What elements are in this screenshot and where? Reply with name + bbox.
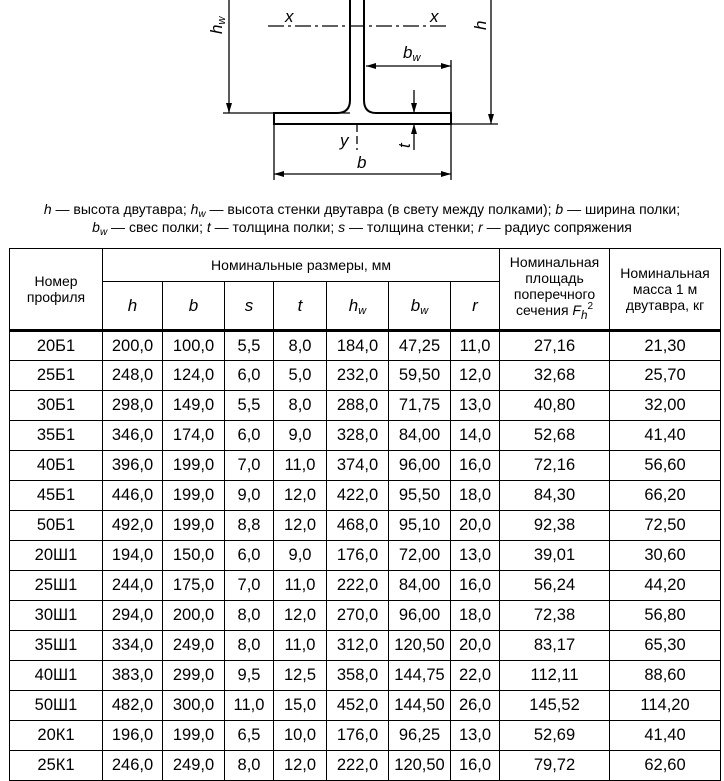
value-cell: 66,20: [610, 481, 721, 511]
col-b: b: [163, 282, 225, 331]
value-cell: 222,0: [327, 751, 389, 781]
value-cell: 150,0: [163, 541, 225, 571]
value-cell: 300,0: [163, 691, 225, 721]
table-row: [10, 511, 721, 541]
col-hw: $h_w$: [327, 282, 389, 331]
value-cell: 312,0: [327, 631, 389, 661]
value-cell: 112,11: [500, 661, 610, 691]
table-row: [10, 631, 721, 661]
value-cell: 56,60: [610, 451, 721, 481]
value-cell: 482,0: [103, 691, 163, 721]
table-row: [10, 481, 721, 511]
value-cell: 7,0: [225, 571, 274, 601]
profile-spec-table: [9, 248, 721, 781]
value-cell: 248,0: [103, 361, 163, 391]
value-cell: 346,0: [103, 421, 163, 451]
value-cell: 196,0: [103, 721, 163, 751]
value-cell: 175,0: [163, 571, 225, 601]
table-row: [10, 601, 721, 631]
value-cell: 52,68: [500, 421, 610, 451]
value-cell: 32,00: [610, 391, 721, 421]
col-h: h: [103, 282, 163, 331]
value-cell: 270,0: [327, 601, 389, 631]
value-cell: 6,0: [225, 361, 274, 391]
col-s: s: [225, 282, 274, 331]
value-cell: 88,60: [610, 661, 721, 691]
value-cell: 59,50: [389, 361, 451, 391]
value-cell: 84,30: [500, 481, 610, 511]
value-cell: 396,0: [103, 451, 163, 481]
value-cell: 120,50: [389, 631, 451, 661]
value-cell: 40,80: [500, 391, 610, 421]
value-cell: 200,0: [103, 331, 163, 361]
value-cell: 9,0: [274, 421, 327, 451]
value-cell: 12,5: [274, 661, 327, 691]
profile-number-cell: 50Б1: [10, 511, 103, 541]
profile-number-cell: 40Б1: [10, 451, 103, 481]
value-cell: 124,0: [163, 361, 225, 391]
value-cell: 422,0: [327, 481, 389, 511]
profile-number-cell: 30Ш1: [10, 601, 103, 631]
value-cell: 199,0: [163, 451, 225, 481]
table-body: [10, 331, 721, 781]
profile-number-cell: 25Б1: [10, 361, 103, 391]
table-row: [10, 541, 721, 571]
value-cell: 492,0: [103, 511, 163, 541]
value-cell: 100,0: [163, 331, 225, 361]
table-row: [10, 571, 721, 601]
profile-number-cell: 45Б1: [10, 481, 103, 511]
header-nominal-dims: Номинальные размеры, мм: [103, 249, 500, 282]
value-cell: 16,0: [451, 751, 500, 781]
value-cell: 199,0: [163, 511, 225, 541]
profile-number-cell: 20К1: [10, 721, 103, 751]
header-area: Номинальная площадь поперечного сечения $F_h^2$: [500, 249, 610, 331]
value-cell: 298,0: [103, 391, 163, 421]
value-cell: 32,68: [500, 361, 610, 391]
table-row: [10, 361, 721, 391]
value-cell: 199,0: [163, 481, 225, 511]
value-cell: 120,50: [389, 751, 451, 781]
value-cell: 11,0: [274, 571, 327, 601]
value-cell: 374,0: [327, 451, 389, 481]
value-cell: 27,16: [500, 331, 610, 361]
value-cell: 25,70: [610, 361, 721, 391]
value-cell: 6,0: [225, 541, 274, 571]
value-cell: 96,00: [389, 451, 451, 481]
value-cell: 9,0: [225, 481, 274, 511]
value-cell: 62,60: [610, 751, 721, 781]
value-cell: 294,0: [103, 601, 163, 631]
value-cell: 8,0: [225, 631, 274, 661]
profile-number-cell: 40Ш1: [10, 661, 103, 691]
profile-number-cell: 35Ш1: [10, 631, 103, 661]
value-cell: 41,40: [610, 721, 721, 751]
table-row: [10, 721, 721, 751]
table-row: [10, 421, 721, 451]
t-profile-drawing: [0, 0, 724, 200]
value-cell: 194,0: [103, 541, 163, 571]
table-row: [10, 751, 721, 781]
header-mass: Номинальная масса 1 м двутавра, кг: [610, 249, 721, 331]
value-cell: 12,0: [274, 751, 327, 781]
value-cell: 6,5: [225, 721, 274, 751]
value-cell: 72,00: [389, 541, 451, 571]
profile-number-cell: 20Б1: [10, 331, 103, 361]
value-cell: 5,5: [225, 331, 274, 361]
header-profile: Номер профиля: [10, 249, 103, 331]
value-cell: 114,20: [610, 691, 721, 721]
value-cell: 18,0: [451, 481, 500, 511]
value-cell: 13,0: [451, 391, 500, 421]
value-cell: 174,0: [163, 421, 225, 451]
value-cell: 9,5: [225, 661, 274, 691]
web-outline: [274, 0, 451, 124]
label-hw: hw: [207, 16, 228, 34]
value-cell: 145,52: [500, 691, 610, 721]
value-cell: 11,0: [274, 631, 327, 661]
value-cell: 79,72: [500, 751, 610, 781]
value-cell: 5,0: [274, 361, 327, 391]
value-cell: 65,30: [610, 631, 721, 661]
profile-number-cell: 20Ш1: [10, 541, 103, 571]
table-row: [10, 691, 721, 721]
value-cell: 9,0: [274, 541, 327, 571]
label-x-left: x: [285, 7, 294, 26]
value-cell: 383,0: [103, 661, 163, 691]
value-cell: 13,0: [451, 721, 500, 751]
col-bw: $b_w$: [389, 282, 451, 331]
value-cell: 144,50: [389, 691, 451, 721]
value-cell: 92,38: [500, 511, 610, 541]
value-cell: 83,17: [500, 631, 610, 661]
value-cell: 11,0: [274, 451, 327, 481]
value-cell: 246,0: [103, 751, 163, 781]
value-cell: 56,24: [500, 571, 610, 601]
value-cell: 11,0: [225, 691, 274, 721]
label-x-right: x: [430, 7, 439, 26]
value-cell: 39,01: [500, 541, 610, 571]
value-cell: 72,38: [500, 601, 610, 631]
label-bw: bw: [403, 43, 421, 64]
col-t: t: [274, 282, 327, 331]
value-cell: 11,0: [451, 331, 500, 361]
value-cell: 184,0: [327, 331, 389, 361]
value-cell: 12,0: [274, 481, 327, 511]
value-cell: 44,20: [610, 571, 721, 601]
value-cell: 72,16: [500, 451, 610, 481]
value-cell: 288,0: [327, 391, 389, 421]
table-row: [10, 661, 721, 691]
value-cell: 13,0: [451, 541, 500, 571]
value-cell: 5,5: [225, 391, 274, 421]
profile-number-cell: 50Ш1: [10, 691, 103, 721]
value-cell: 18,0: [451, 601, 500, 631]
value-cell: 16,0: [451, 571, 500, 601]
value-cell: 176,0: [327, 541, 389, 571]
value-cell: 22,0: [451, 661, 500, 691]
value-cell: 8,8: [225, 511, 274, 541]
value-cell: 244,0: [103, 571, 163, 601]
label-y: y: [340, 131, 349, 150]
value-cell: 199,0: [163, 721, 225, 751]
value-cell: 299,0: [163, 661, 225, 691]
drawing-legend: [0, 200, 724, 236]
value-cell: 72,50: [610, 511, 721, 541]
value-cell: 26,0: [451, 691, 500, 721]
value-cell: 7,0: [225, 451, 274, 481]
value-cell: 16,0: [451, 451, 500, 481]
value-cell: 468,0: [327, 511, 389, 541]
value-cell: 15,0: [274, 691, 327, 721]
value-cell: 328,0: [327, 421, 389, 451]
value-cell: 452,0: [327, 691, 389, 721]
value-cell: 249,0: [163, 631, 225, 661]
label-h: h: [471, 20, 490, 30]
value-cell: 446,0: [103, 481, 163, 511]
value-cell: 8,0: [225, 601, 274, 631]
value-cell: 12,0: [274, 511, 327, 541]
value-cell: 95,10: [389, 511, 451, 541]
profile-number-cell: 35Б1: [10, 421, 103, 451]
value-cell: 96,25: [389, 721, 451, 751]
value-cell: 71,75: [389, 391, 451, 421]
value-cell: 6,0: [225, 421, 274, 451]
value-cell: 176,0: [327, 721, 389, 751]
value-cell: 10,0: [274, 721, 327, 751]
value-cell: 334,0: [103, 631, 163, 661]
value-cell: 84,00: [389, 421, 451, 451]
profile-number-cell: 25Ш1: [10, 571, 103, 601]
value-cell: 20,0: [451, 511, 500, 541]
value-cell: 96,00: [389, 601, 451, 631]
value-cell: 8,0: [274, 331, 327, 361]
label-t: t: [395, 143, 414, 148]
value-cell: 200,0: [163, 601, 225, 631]
profile-number-cell: 25К1: [10, 751, 103, 781]
value-cell: 12,0: [451, 361, 500, 391]
value-cell: 20,0: [451, 631, 500, 661]
table-row: [10, 391, 721, 421]
value-cell: 41,40: [610, 421, 721, 451]
value-cell: 84,00: [389, 571, 451, 601]
table-row: [10, 331, 721, 361]
value-cell: 21,30: [610, 331, 721, 361]
value-cell: 222,0: [327, 571, 389, 601]
table-row: [10, 451, 721, 481]
legend-line-2: $b_w$ — свес полки; t — толщина полки; s — толщина стенки; r — радиус сопряжения: [92, 219, 632, 238]
value-cell: 249,0: [163, 751, 225, 781]
value-cell: 149,0: [163, 391, 225, 421]
value-cell: 358,0: [327, 661, 389, 691]
value-cell: 8,0: [225, 751, 274, 781]
label-b: b: [357, 153, 367, 172]
value-cell: 8,0: [274, 391, 327, 421]
profile-number-cell: 30Б1: [10, 391, 103, 421]
value-cell: 56,80: [610, 601, 721, 631]
value-cell: 14,0: [451, 421, 500, 451]
value-cell: 12,0: [274, 601, 327, 631]
value-cell: 95,50: [389, 481, 451, 511]
value-cell: 30,60: [610, 541, 721, 571]
value-cell: 52,69: [500, 721, 610, 751]
col-r: r: [451, 282, 500, 331]
value-cell: 144,75: [389, 661, 451, 691]
legend-line-1: h — высота двутавра; $h_w$ — высота стенки двутавра (в свету между полками); b — ширина полки;: [43, 201, 681, 220]
value-cell: 232,0: [327, 361, 389, 391]
value-cell: 47,25: [389, 331, 451, 361]
